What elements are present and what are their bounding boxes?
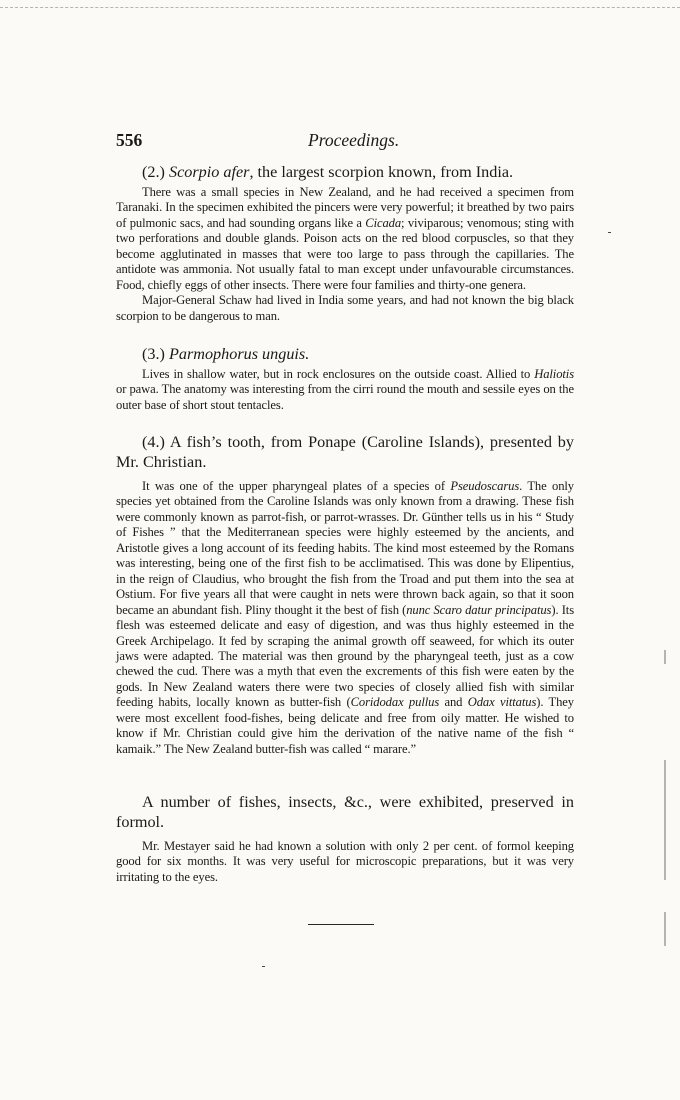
section-parmophorus	[116, 344, 574, 413]
scan-margin-mark	[664, 760, 666, 880]
paragraph: There was a small species in New Zealand, and he had received a specimen from Taranaki. In the specimen exhibited the pincers were very powerful; it breathed by two pairs of pulmonic sacs, and had sounding organs like a Cicada; viviparous; venomous; sting with two perforations and double glands. Poison acts on the red blood corpuscles, so that they become agglutinated in masses that were too large to pass through the capillaries. The antidote was ammonia. Not usually fatal to man except under unfavourable circumstances. Food, chiefly eggs of other insects. There were four families and thirty-one genera.	[116, 185, 575, 292]
section-scorpio	[116, 162, 574, 324]
section-heading: (4.) A fish’s tooth, from Ponape (Caroline Islands), presented by Mr. Christian.	[116, 433, 574, 471]
paragraph: Mr. Mestayer said he had known a solution with only 2 per cent. of formol keeping good for six months. It was very useful for microscopic preparations, but it was very irritating to the eyes.	[116, 839, 574, 884]
scan-margin-mark	[664, 912, 666, 946]
paragraph: It was one of the upper pharyngeal plates of a species of Pseudoscarus. The only species yet obtained from the Caroline Islands was only known from a drawing. These fish were commonly known as parrot-fish, or parrot-wrasses. Dr. Günther tells us in his “ Study of Fishes ” that the Mediterranean species were highly esteemed by the ancients, and Aristotle gives a long account of its feeding habits. The kind most esteemed by the Romans was interesting, being one of the first fish to be acclimatised. This was done by Elipentius, in the reign of Claudius, who brought the fish from the Troad and put them into the sea at Ostium. For five years all that were caught in nets were thrown back again, so that it soon became an abundant fish. Pliny thought it the best of fish (nunc Scaro datur principatus). Its flesh was esteemed delicate and easy of digestion, and was thus highly esteemed in the Greek Archipelago. It fed by scraping the animal growth off seaweed, for which its outer jaws were adapted. The material was then ground by the pharyngeal teeth, just as a cow chewed the cud. There was a myth that even the excrements of this fish were eaten by the gods. In New Zealand waters there were two species of closely allied fish with similar feeding habits, locally known as butter-fish (Coridodax pullus and Odax vittatus). They were most excellent food-fishes, being delicate and free from oily matter. He wished to know if Mr. Christian could give him the derivation of the native name of the fish “ kamaik.” The New Zealand butter-fish was called “ marare.”	[116, 479, 574, 756]
running-head: Proceedings.	[308, 130, 400, 150]
section-end-rule	[308, 924, 374, 925]
scan-speck	[262, 966, 265, 967]
scan-speck	[608, 232, 611, 233]
section-heading: A number of fishes, insects, &c., were exhibited, preserved in formol.	[116, 793, 574, 831]
section-fish-tooth	[116, 432, 574, 757]
section-heading: (3.) Parmophorus unguis.	[142, 345, 310, 363]
section-heading: (2.) Scorpio afer, the largest scorpion known, from India.	[142, 163, 514, 181]
paragraph: Major-General Schaw had lived in India some years, and had not known the big black scorpion to be dangerous to man.	[116, 293, 574, 323]
scan-margin-mark	[664, 650, 666, 664]
scan-edge-line	[0, 7, 680, 9]
page-number: 556	[116, 130, 143, 150]
paragraph: Lives in shallow water, but in rock enclosures on the outside coast. Allied to Haliotis or pawa. The anatomy was interesting from the cirri round the mouth and sessile eyes on the outer base of short stout tentacles.	[116, 367, 574, 412]
section-formol	[116, 792, 574, 885]
